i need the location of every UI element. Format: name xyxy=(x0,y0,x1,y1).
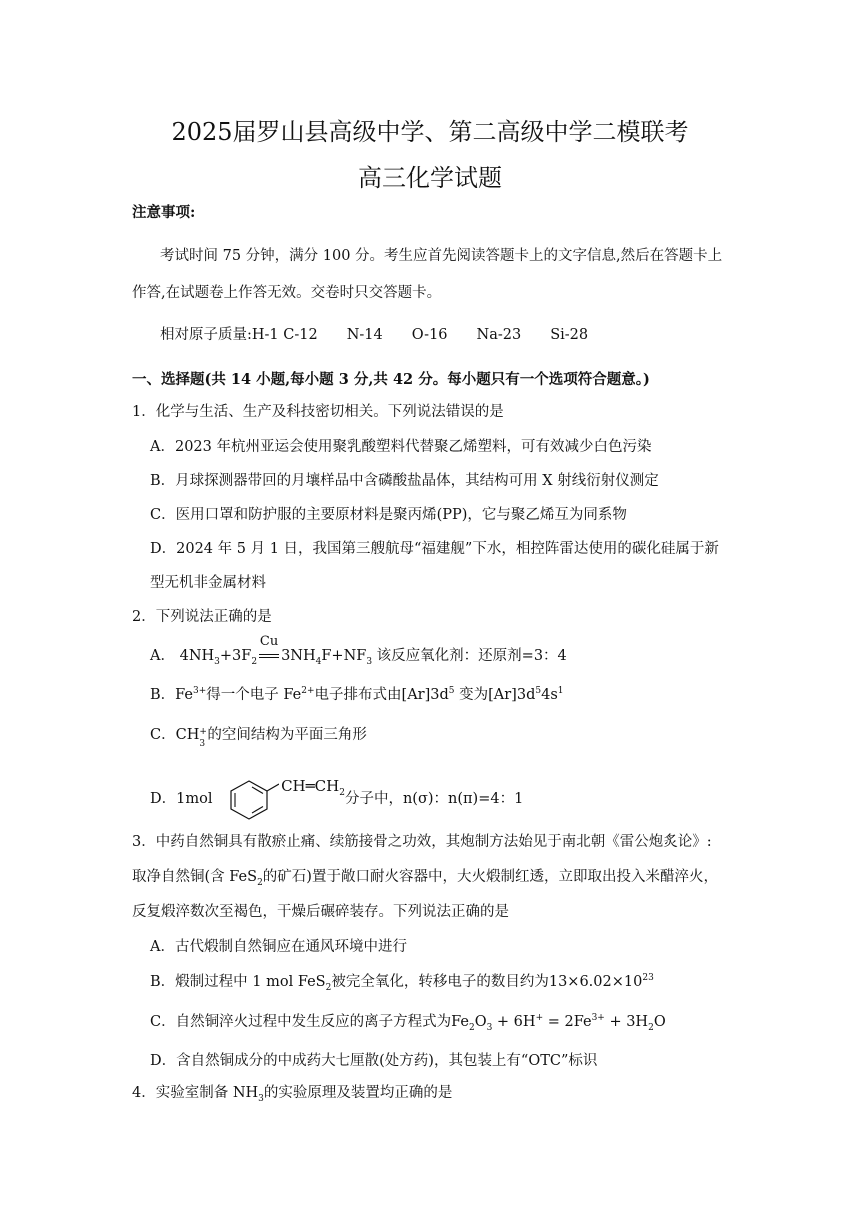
methyl-cation-charge: + 3 xyxy=(199,727,207,749)
q2-a-label: A． xyxy=(150,648,175,664)
q2-option-a xyxy=(150,634,567,667)
catalyst-label: Cu xyxy=(259,634,279,649)
q2-option-b: B．$Fe^{3+}$得一个电子 $Fe^{2+}$电子排布式由$[Ar]3d^5$ 变为$[Ar]3d^54s^1$ xyxy=(150,686,564,703)
q1-option-a: A．2023 年杭州亚运会使用聚乳酸塑料代替聚乙烯塑料，可有效减少白色污染 xyxy=(150,439,652,455)
q2-a-products: $3NH_4F+NF_3$ xyxy=(281,648,373,667)
q1-stem: 1．化学与生活、生产及科技密切相关。下列说法错误的是 xyxy=(132,404,504,420)
notice-line-1: 考试时间 75 分钟，满分 100 分。考生应首先阅读答题卡上的文字信息,然后在答题卡上 xyxy=(160,248,723,264)
q2-option-d xyxy=(150,778,523,820)
q3-stem-line-3: 反复煅淬数次至褐色，干燥后碾碎装存。下列说法正确的是 xyxy=(132,904,509,920)
q2-a-text: 该反应氧化剂：还原剂=3：4 xyxy=(372,648,567,664)
ionic-equation: $Fe_2O_3 + 6H^+ = 2Fe^{3+} + 3H_2O$ xyxy=(451,1013,666,1033)
q3-option-b: B．煅制过程中 1 mol FeS$_2$被完全氧化，转移电子的数目约为$13\times 6.02\times 10^{23}$ xyxy=(150,973,654,993)
exam-title: 2025届罗山县高级中学、第二高级中学二模联考 xyxy=(171,118,689,146)
q1-option-b: B．月球探测器带回的月壤样品中含磷酸盐晶体，其结构可用 X 射线衍射仪测定 xyxy=(150,473,659,489)
atomic-mass-line: 相对原子质量:H-1 C-12 N-14 O-16 Na-23 Si-28 xyxy=(160,327,589,343)
q3-option-a: A．古代煅制自然铜应在通风环境中进行 xyxy=(150,939,407,955)
notice-line-2: 作答,在试题卷上作答无效。交卷时只交答题卡。 xyxy=(132,285,442,301)
q2-stem: 2．下列说法正确的是 xyxy=(132,609,272,625)
q2-option-c: C．CH + 3 的空间结构为平面三角形 xyxy=(150,727,367,749)
q2-d-text: 分子中，n(σ)：n(π)=4：1 xyxy=(344,791,524,807)
q2-a-reactants: $4NH_3+3F_2$ xyxy=(179,648,258,667)
q3-stem-line-1: 3．中药自然铜具有散瘀止痛、续筋接骨之功效，其炮制方法始见于南北朝《雷公炮炙论》: xyxy=(132,834,712,850)
q3-stem-line-2: 取净自然铜(含 FeS$_2$的矿石)置于敞口耐火容器中，大火煅制红透，立即取出投入米醋淬火， xyxy=(132,869,718,888)
q3-option-c: C．自然铜淬火过程中发生反应的离子方程式为$Fe_2O_3 + 6H^+ = 2Fe^{3+} + 3H_2O$ xyxy=(150,1013,666,1033)
q1-option-d-line-2: 型无机非金属材料 xyxy=(150,575,266,591)
notice-heading: 注意事项: xyxy=(132,204,196,221)
section-1-heading: 一、选择题(共 14 小题,每小题 3 分,共 42 分。每小题只有一个选项符合题意。) xyxy=(132,371,650,388)
q1-option-d-line-1: D．2024 年 5 月 1 日，我国第三艘航母“福建舰”下水，相控阵雷达使用的碳化硅属于新 xyxy=(150,541,719,557)
q2-d-label: D．1mol xyxy=(150,791,213,807)
styrene-structure-icon xyxy=(219,778,279,820)
vinyl-group: $CH═CH_2$ xyxy=(281,777,345,798)
q3-option-d: D．含自然铜成分的中成药大七厘散(处方药)，其包装上有“OTC”标识 xyxy=(150,1053,598,1069)
reaction-arrow xyxy=(257,634,281,666)
exam-subtitle: 高三化学试题 xyxy=(358,164,502,192)
q4-stem: 4．实验室制备 $NH_3$的实验原理及装置均正确的是 xyxy=(132,1085,453,1104)
q1-option-c: C．医用口罩和防护服的主要原材料是聚丙烯(PP)，它与聚乙烯互为同系物 xyxy=(150,507,627,523)
